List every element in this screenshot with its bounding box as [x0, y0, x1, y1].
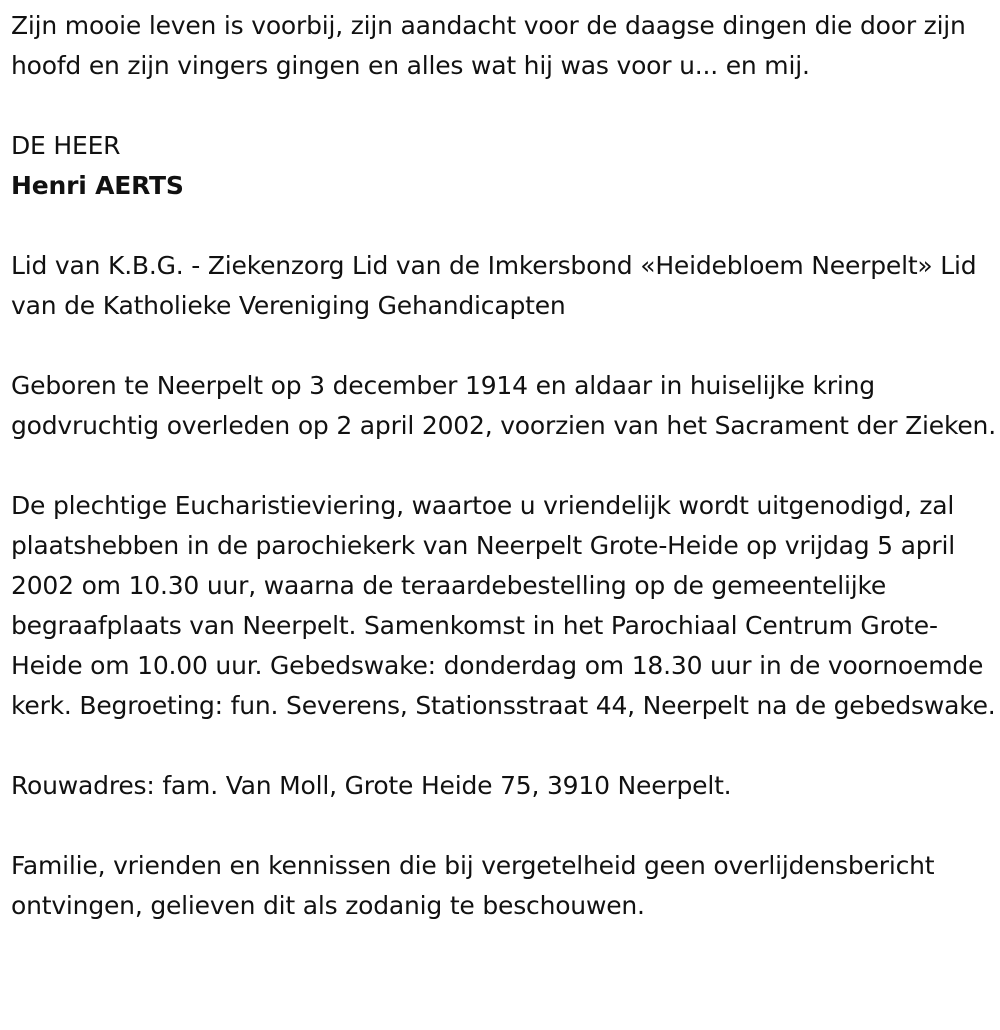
ceremony-paragraph: De plechtige Eucharistieviering, waartoe u vriendelijk wordt uitgenodigd, zal plaatshebben in de parochiekerk van Neerpelt Grote-Heide op vrijdag 5 april 2002 om 10.30 uur, waarna de teraardebestelling op de gemeentelijke begraafplaats van Neerpelt. Samenkomst in het Parochiaal Centrum Grote-Heide om 10.00 uur. Gebedswake: donderdag om 18.30 uur in de voornoemde kerk. Begroeting: fun. Severens, Stationsstraat 44, Neerpelt na de gebedswake.: [11, 491, 996, 720]
mourning-address: Rouwadres: fam. Van Moll, Grote Heide 75, 3910 Neerpelt.: [11, 771, 732, 800]
memberships-paragraph: Lid van K.B.G. - Ziekenzorg Lid van de Imkersbond «Heidebloem Neerpelt» Lid van de Katholieke Vereniging Gehandicapten: [11, 251, 977, 320]
spacer: [11, 726, 996, 766]
honorific-title: DE HEER: [11, 131, 121, 160]
deceased-name: Henri AERTS: [11, 171, 184, 200]
spacer: [11, 806, 996, 846]
spacer: [11, 446, 996, 486]
obituary-document: [11, 6, 996, 926]
birth-death-paragraph: Geboren te Neerpelt op 3 december 1914 en aldaar in huiselijke kring godvruchtig overleden op 2 april 2002, voorzien van het Sacrament der Zieken.: [11, 371, 996, 440]
spacer: [11, 86, 996, 126]
closing-note: Familie, vrienden en kennissen die bij vergetelheid geen overlijdensbericht ontvingen, gelieven dit als zodanig te beschouwen.: [11, 851, 935, 920]
opening-quote: Zijn mooie leven is voorbij, zijn aandacht voor de daagse dingen die door zijn hoofd en zijn vingers gingen en alles wat hij was voor u... en mij.: [11, 11, 966, 80]
spacer: [11, 326, 996, 366]
spacer: [11, 206, 996, 246]
